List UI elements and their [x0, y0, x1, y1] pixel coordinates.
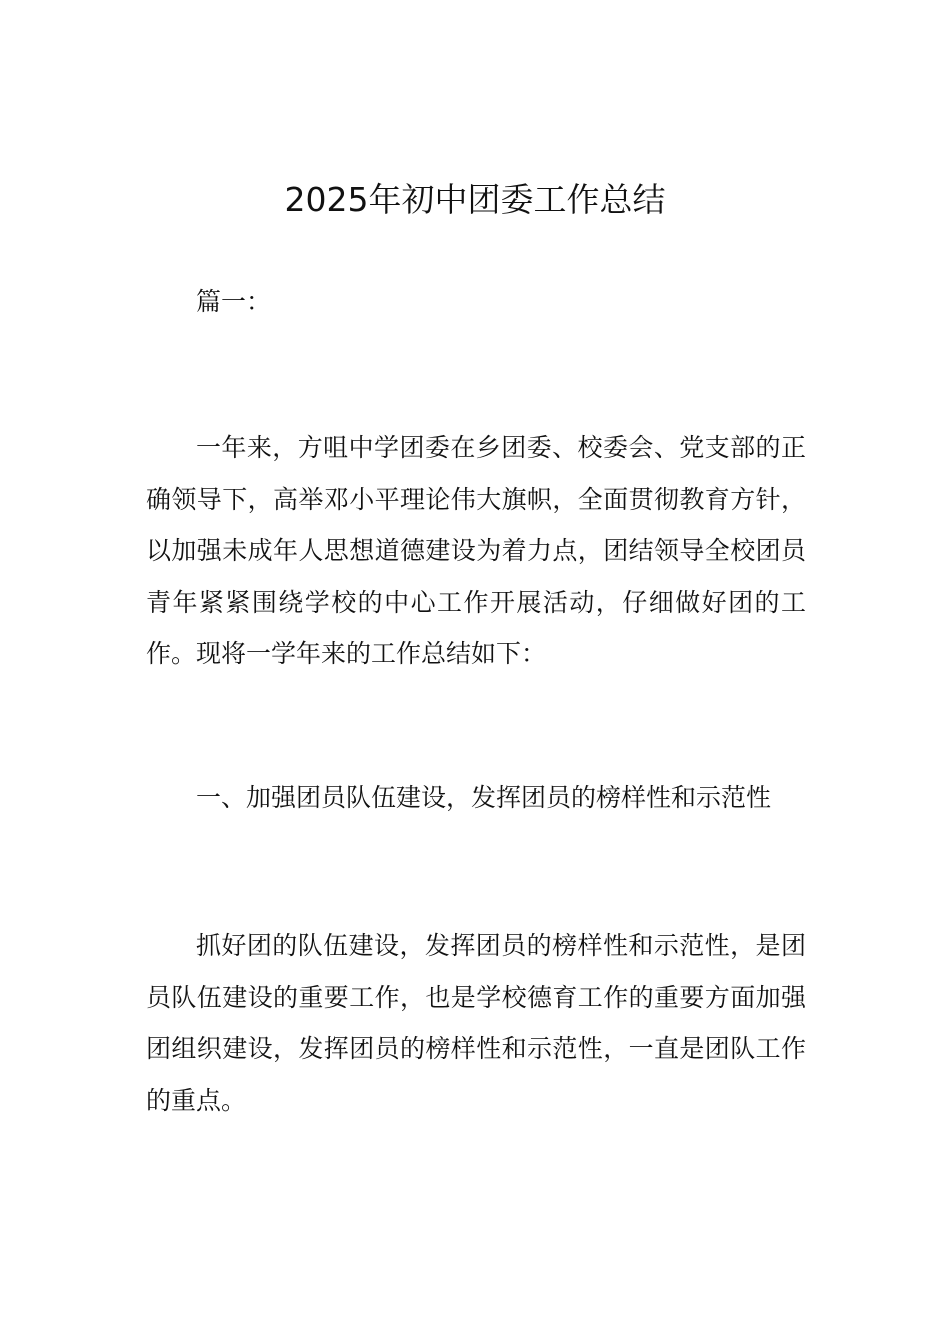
section-heading-1: 一、加强团员队伍建设，发挥团员的榜样性和示范性 [196, 783, 772, 812]
paragraph-team-building: 抓好团的队伍建设，发挥团员的榜样性和示范性，是团员队伍建设的重要工作，也是学校德育工作的重要方面加强团组织建设，发挥团员的榜样性和示范性，一直是团队工作的重点。 [146, 931, 806, 1115]
paragraph-intro: 一年来，方咀中学团委在乡团委、校委会、党支部的正确领导下，高举邓小平理论伟大旗帜，全面贯彻教育方针，以加强未成年人思想道德建设为着力点，团结领导全校团员青年紧紧围绕学校的中心工作开展活动，仔细做好团的工作。现将一学年来的工作总结如下： [146, 433, 806, 668]
section-label: 篇一： [196, 287, 272, 316]
document-title: 2025年初中团委工作总结 [284, 180, 666, 219]
